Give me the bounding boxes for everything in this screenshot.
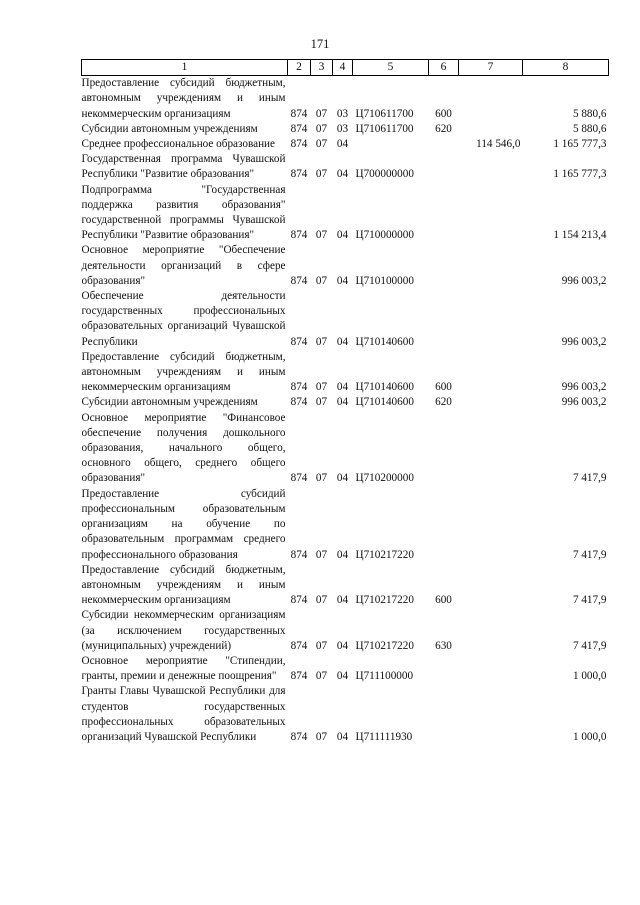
row-name: Субсидии автономным учреждениям [81, 122, 258, 135]
target-article-code [353, 137, 429, 152]
expense-type-code: 620 [435, 396, 452, 409]
section-code: 07 [315, 122, 328, 135]
column-7-amount [459, 289, 523, 350]
table-row [82, 122, 609, 137]
expense-type-code [429, 654, 459, 684]
ministry-code: 874 [290, 229, 308, 242]
column-8-amount: 996 003,2 [561, 335, 607, 348]
column-7-amount [459, 654, 523, 684]
ministry-code: 874 [290, 335, 308, 348]
section-code: 07 [315, 335, 328, 348]
column-7-amount: 114 546,0 [476, 138, 521, 151]
expense-type-code [429, 411, 459, 487]
subsection-code: 04 [336, 548, 349, 561]
table-row [82, 563, 609, 609]
column-8-amount: 1 154 213,4 [553, 229, 607, 242]
column-8-amount: 7 417,9 [572, 548, 607, 561]
expense-type-code [429, 684, 459, 745]
section-code: 07 [315, 107, 328, 120]
subsection-code: 04 [336, 138, 349, 151]
column-8-amount: 996 003,2 [561, 274, 607, 287]
ministry-code: 874 [290, 730, 308, 743]
target-article-code: Ц710611700 [355, 107, 414, 120]
column-8-amount: 1 000,0 [572, 670, 607, 683]
section-code: 07 [315, 730, 328, 743]
target-article-code: Ц710217220 [355, 639, 414, 652]
subsection-code: 04 [336, 594, 349, 607]
row-name: Основное мероприятие "Финансовое обеспечение получения дошкольного образования, начального общего, основного общего, среднего общего образования" [81, 411, 286, 485]
target-article-code: Ц710100000 [355, 274, 414, 287]
column-8-amount: 5 880,6 [572, 107, 607, 120]
row-name: Основное мероприятие "Стипендии, гранты, премии и денежные поощрения" [81, 654, 286, 683]
table-row [82, 76, 609, 122]
target-article-code: Ц711100000 [355, 670, 414, 683]
ministry-code: 874 [290, 122, 308, 135]
section-code: 07 [315, 229, 328, 242]
subsection-code: 04 [336, 730, 349, 743]
subsection-code: 04 [336, 229, 349, 242]
column-header: 1 [82, 60, 288, 76]
column-header: 6 [429, 60, 459, 76]
column-8-amount: 996 003,2 [561, 396, 607, 409]
section-code: 07 [315, 396, 328, 409]
page-number: 171 [310, 37, 330, 51]
column-7-amount [459, 487, 523, 563]
subsection-code: 04 [336, 168, 349, 181]
row-name: Предоставление субсидий профессиональным образовательным организациям на обучение по образовательным программам среднего профессионального образования [81, 487, 286, 561]
column-7-amount [459, 76, 523, 122]
column-header: 8 [523, 60, 609, 76]
table-row [82, 684, 609, 745]
row-name: Гранты Главы Чувашской Республики для студентов государственных профессиональных образовательных организаций Чувашской Республики [81, 685, 286, 743]
table-row [82, 654, 609, 684]
expense-type-code [429, 243, 459, 289]
section-code: 07 [315, 594, 328, 607]
column-header: 4 [333, 60, 353, 76]
column-8-amount: 5 880,6 [572, 122, 607, 135]
ministry-code: 874 [290, 274, 308, 287]
ministry-code: 874 [290, 472, 308, 485]
row-name: Подпрограмма "Государственная поддержка развития образования" государственной программы Чувашской Республики "Развитие образования" [81, 183, 286, 242]
ministry-code: 874 [290, 168, 308, 181]
row-name: Предоставление субсидий бюджетным, автономным учреждениям и иным некоммерческим организациям [81, 77, 286, 120]
ministry-code: 874 [290, 639, 308, 652]
subsection-code: 04 [336, 274, 349, 287]
column-7-amount [459, 684, 523, 745]
column-header: 3 [311, 60, 333, 76]
column-7-amount [459, 122, 523, 137]
column-header: 2 [288, 60, 311, 76]
section-code: 07 [315, 138, 328, 151]
budget-table [81, 59, 609, 745]
table-row [82, 243, 609, 289]
table-row [82, 137, 609, 152]
row-name: Предоставление субсидий бюджетным, автономным учреждениям и иным некоммерческим организациям [81, 350, 286, 394]
section-code: 07 [315, 548, 328, 561]
table-row [82, 608, 609, 654]
section-code: 07 [315, 670, 328, 683]
subsection-code: 04 [336, 335, 349, 348]
column-7-amount [459, 563, 523, 609]
section-code: 07 [315, 274, 328, 287]
ministry-code: 874 [290, 107, 308, 120]
target-article-code: Ц710140600 [355, 381, 414, 394]
table-header-row [82, 60, 609, 76]
ministry-code: 874 [290, 670, 308, 683]
row-name: Предоставление субсидий бюджетным, автономным учреждениям и иным некоммерческим организациям [81, 563, 286, 607]
table-row [82, 350, 609, 396]
subsection-code: 03 [336, 122, 349, 135]
row-name: Государственная программа Чувашской Республики "Развитие образования" [81, 153, 286, 181]
section-code: 07 [315, 639, 328, 652]
expense-type-code: 630 [435, 639, 452, 652]
subsection-code: 04 [336, 639, 349, 652]
column-7-amount [459, 411, 523, 487]
ministry-code: 874 [290, 594, 308, 607]
column-8-amount: 1 165 777,3 [553, 168, 607, 181]
row-name: Субсидии некоммерческим организациям (за исключением государственных (муниципальных) учреждений) [81, 609, 286, 652]
row-name: Субсидии автономным учреждениям [81, 396, 258, 409]
subsection-code: 04 [336, 396, 349, 409]
table-row [82, 183, 609, 244]
column-8-amount: 7 417,9 [572, 594, 607, 607]
table-body [82, 76, 609, 745]
column-8-amount: 7 417,9 [572, 639, 607, 652]
target-article-code: Ц711111930 [355, 730, 413, 743]
row-name: Обеспечение деятельности государственных профессиональных образовательных организаций Чувашской Республики [81, 290, 286, 348]
section-code: 07 [315, 381, 328, 394]
column-header: 5 [353, 60, 429, 76]
row-name: Основное мероприятие "Обеспечение деятельности организаций в сфере образования" [81, 244, 286, 287]
target-article-code: Ц710140600 [355, 335, 414, 348]
expense-type-code: 600 [435, 107, 452, 120]
column-7-amount [459, 395, 523, 410]
ministry-code: 874 [290, 396, 308, 409]
ministry-code: 874 [290, 138, 308, 151]
table-row [82, 152, 609, 182]
column-8-amount: 7 417,9 [572, 472, 607, 485]
column-7-amount [459, 183, 523, 244]
target-article-code: Ц710140600 [355, 396, 414, 409]
row-name: Среднее профессиональное образование [81, 138, 276, 151]
column-8-amount: 1 165 777,3 [553, 138, 607, 151]
column-7-amount [459, 608, 523, 654]
column-header: 7 [459, 60, 523, 76]
subsection-code: 04 [336, 472, 349, 485]
table-row [82, 487, 609, 563]
column-8-amount: 1 000,0 [572, 730, 607, 743]
target-article-code: Ц710611700 [355, 122, 414, 135]
target-article-code: Ц710000000 [355, 229, 414, 242]
column-8-amount: 996 003,2 [561, 381, 607, 394]
table-row [82, 289, 609, 350]
subsection-code: 04 [336, 381, 349, 394]
expense-type-code [429, 487, 459, 563]
expense-type-code [429, 137, 459, 152]
ministry-code: 874 [290, 381, 308, 394]
section-code: 07 [315, 168, 328, 181]
expense-type-code: 600 [435, 594, 452, 607]
expense-type-code [429, 289, 459, 350]
ministry-code: 874 [290, 548, 308, 561]
target-article-code: Ц710217220 [355, 548, 414, 561]
column-7-amount [459, 243, 523, 289]
subsection-code: 04 [336, 670, 349, 683]
expense-type-code: 600 [435, 381, 452, 394]
expense-type-code [429, 183, 459, 244]
expense-type-code: 620 [435, 122, 452, 135]
section-code: 07 [315, 472, 328, 485]
table-row [82, 395, 609, 410]
expense-type-code [429, 152, 459, 182]
target-article-code: Ц710217220 [355, 594, 414, 607]
subsection-code: 03 [336, 107, 349, 120]
column-7-amount [459, 350, 523, 396]
target-article-code: Ц700000000 [355, 168, 414, 181]
target-article-code: Ц710200000 [355, 472, 414, 485]
table-row [82, 411, 609, 487]
column-7-amount [459, 152, 523, 182]
